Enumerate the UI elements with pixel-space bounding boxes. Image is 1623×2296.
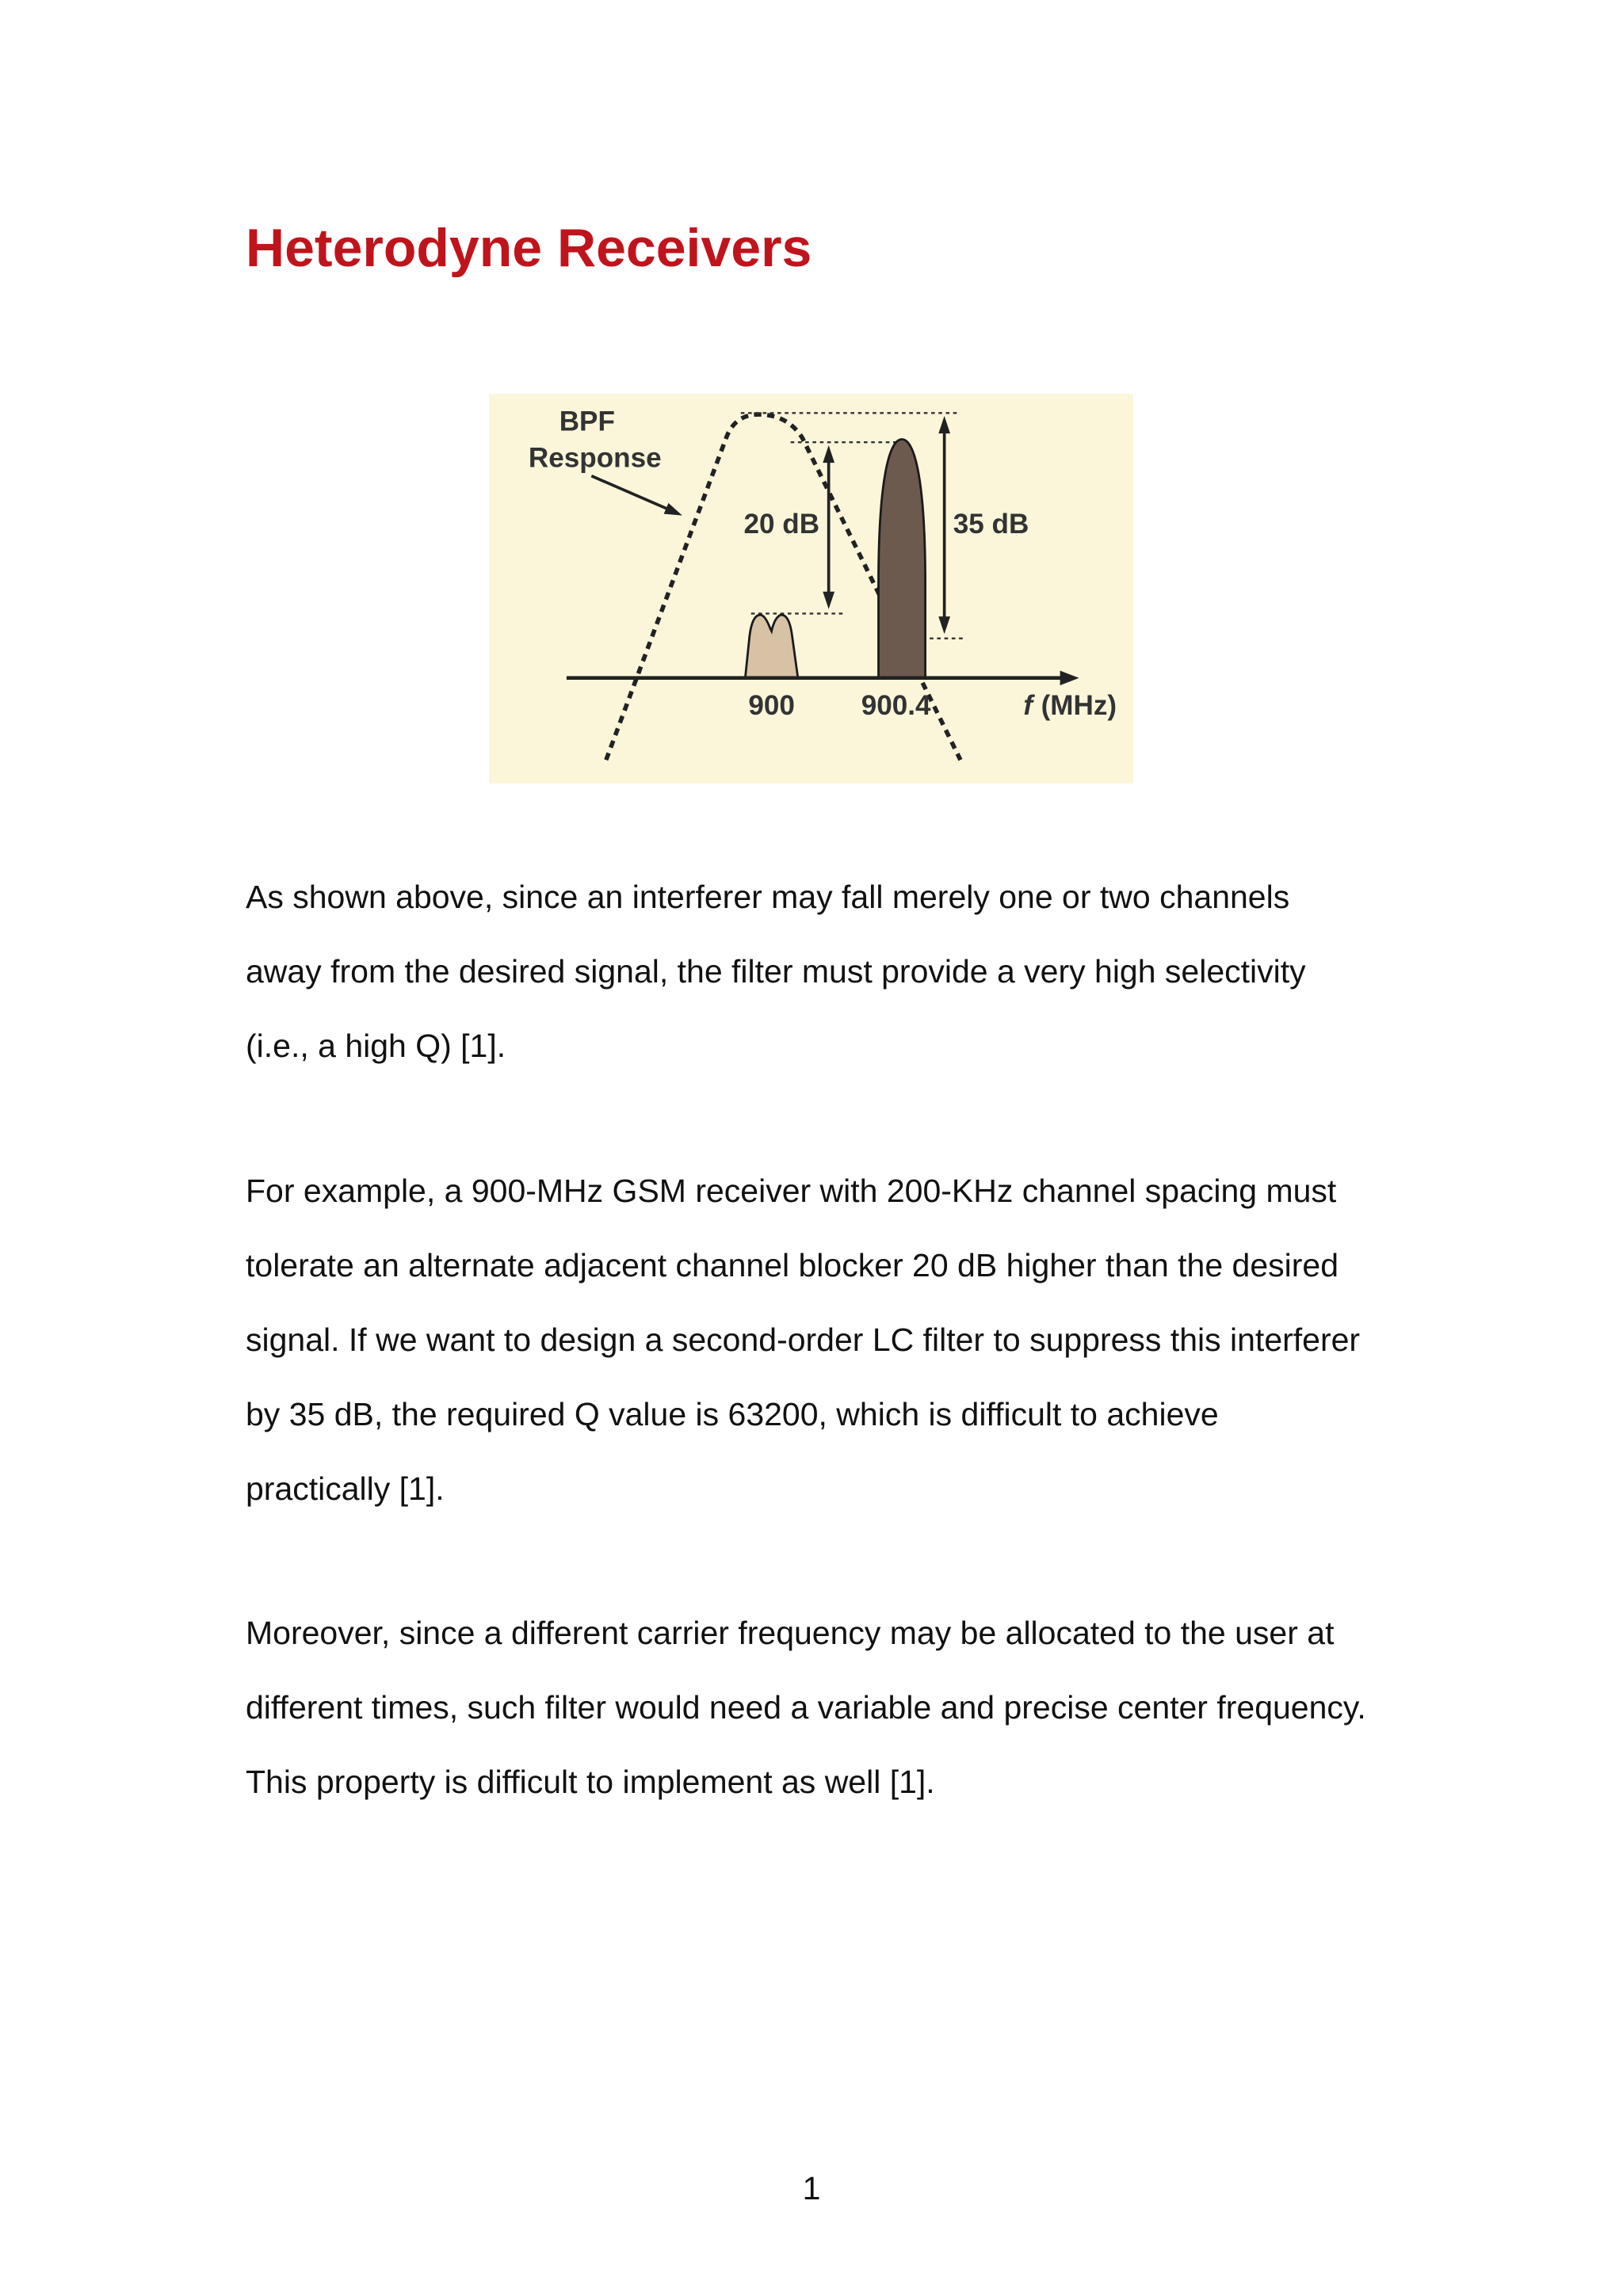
dimension-arrow-20db-bottom-head — [823, 592, 834, 609]
paragraph-line: by 35 dB, the required Q value is 63200, which is difficult to achieve — [246, 1396, 1219, 1432]
response-label: Response — [528, 442, 662, 474]
frequency-axis — [567, 670, 1079, 685]
dimension-arrow-35db-bottom-head — [938, 616, 950, 634]
page-title: Heterodyne Receivers — [246, 218, 812, 278]
paragraph-line: different times, such filter would need a variable and precise center frequency. — [246, 1689, 1366, 1726]
axis-unit-label: (MHz) — [1041, 689, 1117, 721]
tick-label-900: 900 — [748, 689, 795, 721]
signal-900-4-shape — [878, 440, 925, 678]
paragraph-3 — [246, 1596, 1366, 1819]
bpf-response-figure — [489, 394, 1133, 784]
paragraph-line: (i.e., a high Q) [1]. — [246, 1028, 506, 1064]
signal-900-shape — [745, 615, 798, 678]
dimension-arrow-20db-top-head — [823, 445, 834, 463]
page-number: 1 — [802, 2170, 821, 2206]
frequency-axis-arrowhead — [1060, 670, 1079, 685]
paragraph-line: tolerate an alternate adjacent channel blocker 20 dB higher than the desired — [246, 1247, 1339, 1283]
response-pointer-head — [664, 503, 682, 516]
dimension-arrow-35db — [938, 416, 950, 634]
paragraph-1 — [246, 860, 1306, 1083]
paragraph-line: signal. If we want to design a second-order LC filter to suppress this interferer — [246, 1322, 1361, 1358]
axis-symbol-label: f — [1023, 689, 1033, 721]
delta-20db-label: 20 dB — [743, 508, 820, 540]
paragraph-2 — [246, 1154, 1360, 1526]
response-pointer-arrow — [591, 476, 682, 516]
paragraph-line: For example, a 900-MHz GSM receiver with 200-KHz channel spacing must — [246, 1173, 1337, 1209]
bpf-response-diagram — [489, 394, 1133, 784]
dimension-arrow-20db — [823, 445, 834, 609]
paragraph-line: This property is difficult to implement as well [1]. — [246, 1764, 935, 1800]
response-pointer-shaft — [591, 476, 669, 509]
paragraph-line: Moreover, since a different carrier frequency may be allocated to the user at — [246, 1615, 1335, 1651]
paragraph-line: practically [1]. — [246, 1470, 445, 1507]
tick-label-900-4: 900.4 — [861, 689, 931, 721]
dimension-arrow-35db-top-head — [938, 416, 950, 433]
paragraph-line: away from the desired signal, the filter must provide a very high selectivity — [246, 953, 1306, 990]
paragraph-line: As shown above, since an interferer may fall merely one or two channels — [246, 879, 1290, 915]
bpf-label: BPF — [559, 406, 615, 437]
delta-35db-label: 35 dB — [953, 508, 1029, 540]
